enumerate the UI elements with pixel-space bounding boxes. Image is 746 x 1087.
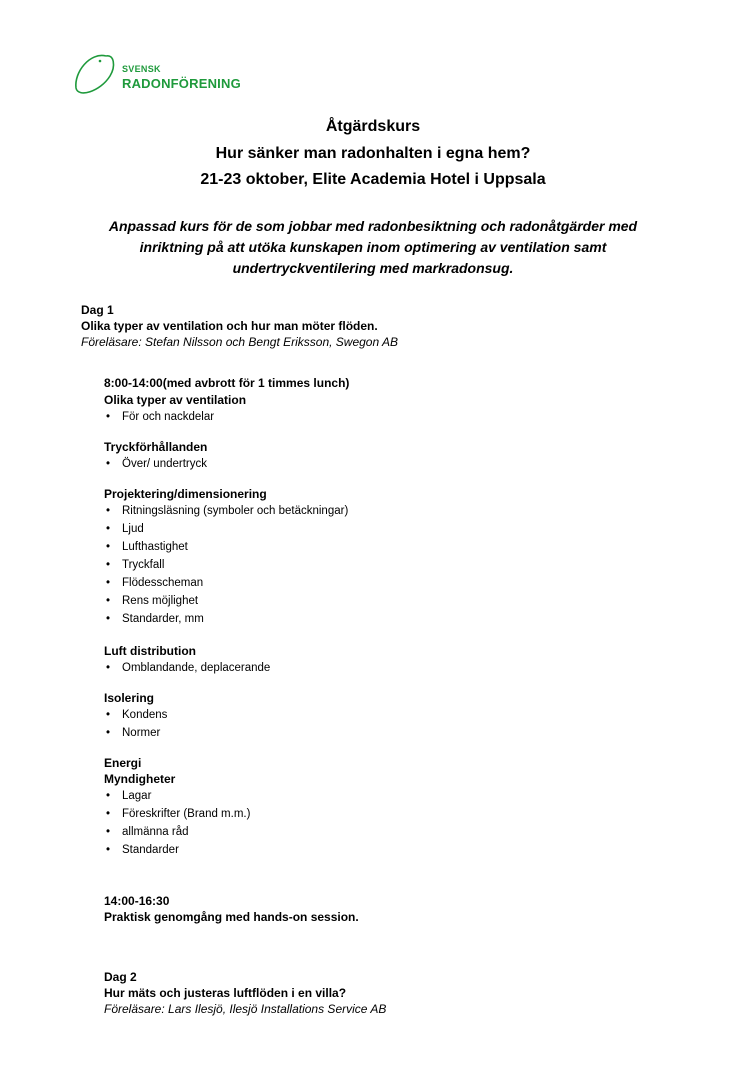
section-energy-authorities [104,755,250,859]
list-item: • Flödesscheman [104,574,348,592]
course-date-location: 21-23 oktober, Elite Academia Hotel i Uppsala [200,171,546,188]
section-air-distribution [104,643,270,677]
course-question: Hur sänker man radonhalten i egna hem? [215,145,531,162]
section-heading: Tryckförhållanden [104,440,208,454]
intro-line-1: Anpassad kurs för de som jobbar med radonbesiktning och radonåtgärder med [108,218,638,234]
logo-line2: RADONFÖRENING [122,76,241,91]
section-heading: Projektering/dimensionering [104,487,267,501]
list-item: • Standarder, mm [104,610,348,628]
list-item: • Över/ undertryck [104,455,207,473]
intro-line-2: inriktning på att utöka kunskapen inom optimering av ventilation samt [139,239,607,255]
day1-topic: Olika typer av ventilation och hur man möter flöden. [81,319,378,333]
logo-line1: SVENSK [122,64,161,74]
section-pressure [104,439,207,473]
day1-time: 8:00-14:00(med avbrott för 1 timmes lunch) [104,376,350,390]
section-ventilation [104,392,246,426]
day2-topic: Hur mäts och justeras luftflöden i en villa? [104,986,347,1000]
list-item: • Föreskrifter (Brand m.m.) [104,805,250,823]
logo [70,48,241,100]
section-heading: Olika typer av ventilation [104,393,247,407]
intro-line-3: undertryckventilering med markradonsug. [232,260,514,276]
section-insulation [104,690,167,742]
day2-block [104,969,386,1017]
list-item: • Rens möjlighet [104,592,348,610]
day2-lecturer: Föreläsare: Lars Ilesjö, Ilesjö Installations Service AB [104,1002,387,1016]
list-item: • För och nackdelar [104,408,246,426]
list-item: • allmänna råd [104,823,250,841]
section-heading: Luft distribution [104,644,196,658]
section-projecting [104,486,348,628]
day1-label: Dag 1 [81,303,114,317]
list-item: • Lufthastighet [104,538,348,556]
section-heading: Isolering [104,691,155,705]
list-item: • Ljud [104,520,348,538]
list-item: • Standarder [104,841,250,859]
day1-time2: 14:00-16:30 [104,894,170,908]
day1-lecturer: Föreläsare: Stefan Nilsson och Bengt Eriksson, Swegon AB [81,335,399,349]
list-item: • Normer [104,724,167,742]
list-item: • Lagar [104,787,250,805]
day2-label: Dag 2 [104,970,137,984]
list-item: • Omblandande, deplacerande [104,659,270,677]
section-heading: Myndigheter [104,772,176,786]
day1-block [81,302,398,350]
course-title: Åtgärdskurs [325,118,421,135]
logo-ring-icon [70,48,120,98]
section-heading: Energi [104,756,142,770]
list-item: • Ritningsläsning (symboler och betäckningar) [104,502,348,520]
afternoon-block [104,893,359,925]
day1-session: Praktisk genomgång med hands-on session. [104,910,359,924]
list-item: • Tryckfall [104,556,348,574]
list-item: • Kondens [104,706,167,724]
